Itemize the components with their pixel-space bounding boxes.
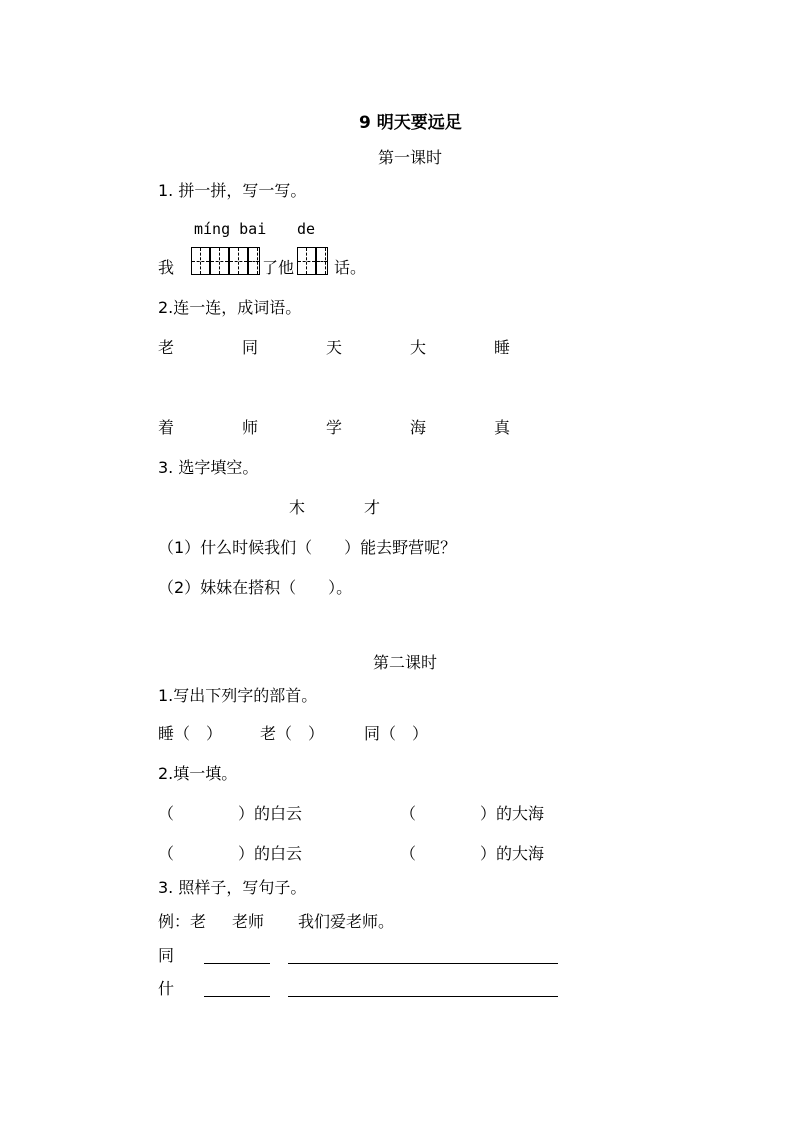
question-1-prompt: 1.写出下列字的部首。 <box>158 686 318 705</box>
match-bottom-char[interactable]: 学 <box>326 418 343 437</box>
match-top-char[interactable]: 大 <box>410 338 427 357</box>
match-top-char[interactable]: 天 <box>326 338 343 357</box>
example-char: 例：老 <box>158 912 207 931</box>
fill-blank[interactable]: （ ）的大海 <box>400 804 545 823</box>
writing-box[interactable] <box>229 247 248 275</box>
word-answer-line[interactable] <box>204 963 270 964</box>
match-bottom-char[interactable]: 真 <box>494 418 511 437</box>
match-bottom-char[interactable]: 着 <box>158 418 175 437</box>
radical-item[interactable]: 睡（ ） <box>158 724 223 743</box>
fill-item-2[interactable]: （2）妹妹在搭积（ ）。 <box>158 578 353 597</box>
lesson-2-heading: 第二课时 <box>373 653 438 672</box>
match-top-char[interactable]: 睡 <box>494 338 511 357</box>
sentence-word-3: 话。 <box>334 258 367 277</box>
example-word: 老师 <box>232 912 265 931</box>
match-top-char[interactable]: 老 <box>158 338 175 357</box>
radical-item[interactable]: 老（ ） <box>260 724 325 743</box>
sentence-word-2: 了他 <box>262 258 295 277</box>
question-1-prompt: 1. 拼一拼，写一写。 <box>158 181 307 200</box>
writing-box[interactable] <box>191 247 210 275</box>
writing-box[interactable] <box>248 247 260 275</box>
writing-box[interactable] <box>210 247 229 275</box>
writing-box[interactable] <box>316 247 328 275</box>
question-2-prompt: 2.填一填。 <box>158 764 238 783</box>
example-sentence: 我们爱老师。 <box>298 912 395 931</box>
pinyin-mingbai: míng bai <box>194 220 267 238</box>
sentence-word-1: 我 <box>158 258 175 277</box>
fill-blank[interactable]: （ ）的大海 <box>400 844 545 863</box>
option-char: 木 <box>289 498 306 517</box>
page-title: 9 明天要远足 <box>359 113 462 133</box>
option-char: 才 <box>364 498 381 517</box>
match-bottom-char[interactable]: 师 <box>242 418 259 437</box>
fill-blank[interactable]: （ ）的白云 <box>158 844 303 863</box>
fill-item-1[interactable]: （1）什么时候我们（ ）能去野营呢？ <box>158 538 457 557</box>
pinyin-de: de <box>297 220 316 238</box>
radical-item[interactable]: 同（ ） <box>364 724 429 743</box>
lesson-1-heading: 第一课时 <box>378 148 443 167</box>
fill-blank[interactable]: （ ）的白云 <box>158 804 303 823</box>
sentence-answer-line[interactable] <box>288 996 558 997</box>
sentence-char: 什 <box>158 979 175 998</box>
match-top-char[interactable]: 同 <box>242 338 259 357</box>
question-2-prompt: 2.连一连，成词语。 <box>158 298 302 317</box>
writing-box[interactable] <box>297 247 316 275</box>
sentence-char: 同 <box>158 946 175 965</box>
question-3-prompt: 3. 选字填空。 <box>158 458 259 477</box>
question-3-prompt: 3. 照样子，写句子。 <box>158 878 307 897</box>
match-bottom-char[interactable]: 海 <box>410 418 427 437</box>
word-answer-line[interactable] <box>204 996 270 997</box>
sentence-answer-line[interactable] <box>288 963 558 964</box>
